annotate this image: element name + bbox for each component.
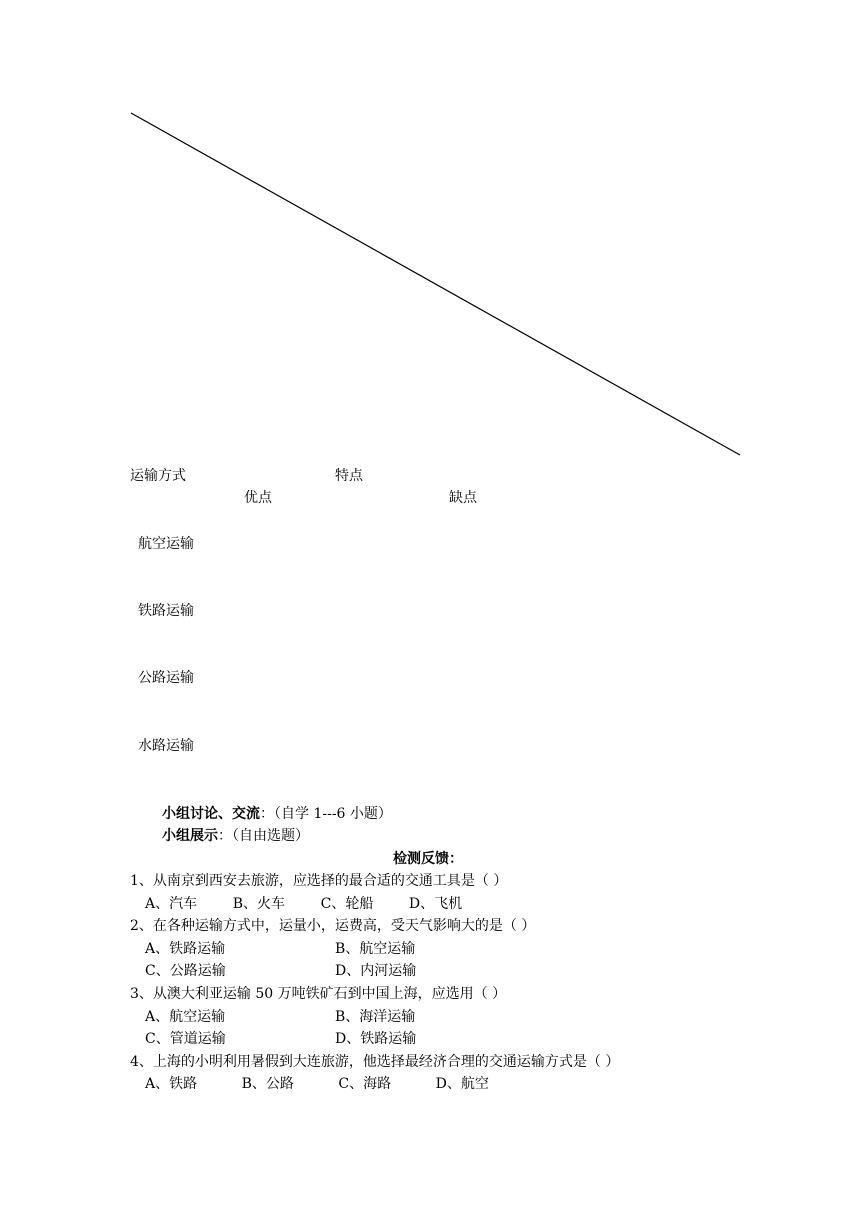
column-header-transport-mode: 运输方式 <box>130 468 186 484</box>
group-discussion-label: 小组讨论、交流 <box>162 806 260 822</box>
question-2-option-c: C、公路运输 <box>145 963 226 979</box>
question-3-stem: 3、从澳大利亚运输 50 万吨铁矿石到中国上海，应选用（ ） <box>130 986 507 1002</box>
column-header-advantages: 优点 <box>244 490 272 506</box>
group-show-note: ：（自由选题） <box>218 828 309 844</box>
group-show-label: 小组展示 <box>162 828 218 844</box>
diagonal-line <box>131 113 740 455</box>
row-label-water-transport: 水路运输 <box>138 738 194 754</box>
column-header-disadvantages: 缺点 <box>449 490 477 506</box>
question-3-option-d: D、铁路运输 <box>335 1031 417 1047</box>
question-2-stem: 2、在各种运输方式中，运量小，运费高，受天气影响大的是（ ） <box>130 918 536 934</box>
row-label-rail-transport: 铁路运输 <box>138 603 194 619</box>
question-2-option-a: A、铁路运输 <box>145 941 226 957</box>
group-show-line <box>162 827 309 845</box>
question-2-option-b: B、航空运输 <box>335 941 416 957</box>
question-3-option-c: C、管道运输 <box>145 1031 226 1047</box>
question-3-option-b: B、海洋运输 <box>335 1009 416 1025</box>
group-discussion-note: ：（自学 1---6 小题） <box>260 806 392 822</box>
row-label-road-transport: 公路运输 <box>138 670 194 686</box>
question-4-stem: 4、上海的小明利用暑假到大连旅游，他选择最经济合理的交通运输方式是（ ） <box>130 1054 620 1070</box>
question-3-option-a: A、航空运输 <box>145 1009 226 1025</box>
feedback-heading: 检测反馈： <box>393 851 463 867</box>
row-label-air-transport: 航空运输 <box>138 536 194 552</box>
group-discussion-line <box>162 805 392 823</box>
question-1-stem: 1、从南京到西安去旅游，应选择的最合适的交通工具是（ ） <box>130 873 508 889</box>
column-header-features: 特点 <box>335 468 363 484</box>
question-4-options: A、铁路 B、公路 C、海路 D、航空 <box>145 1076 489 1092</box>
question-2-option-d: D、内河运输 <box>335 963 417 979</box>
question-1-options: A、汽车 B、火车 C、轮船 D、飞机 <box>145 896 463 912</box>
